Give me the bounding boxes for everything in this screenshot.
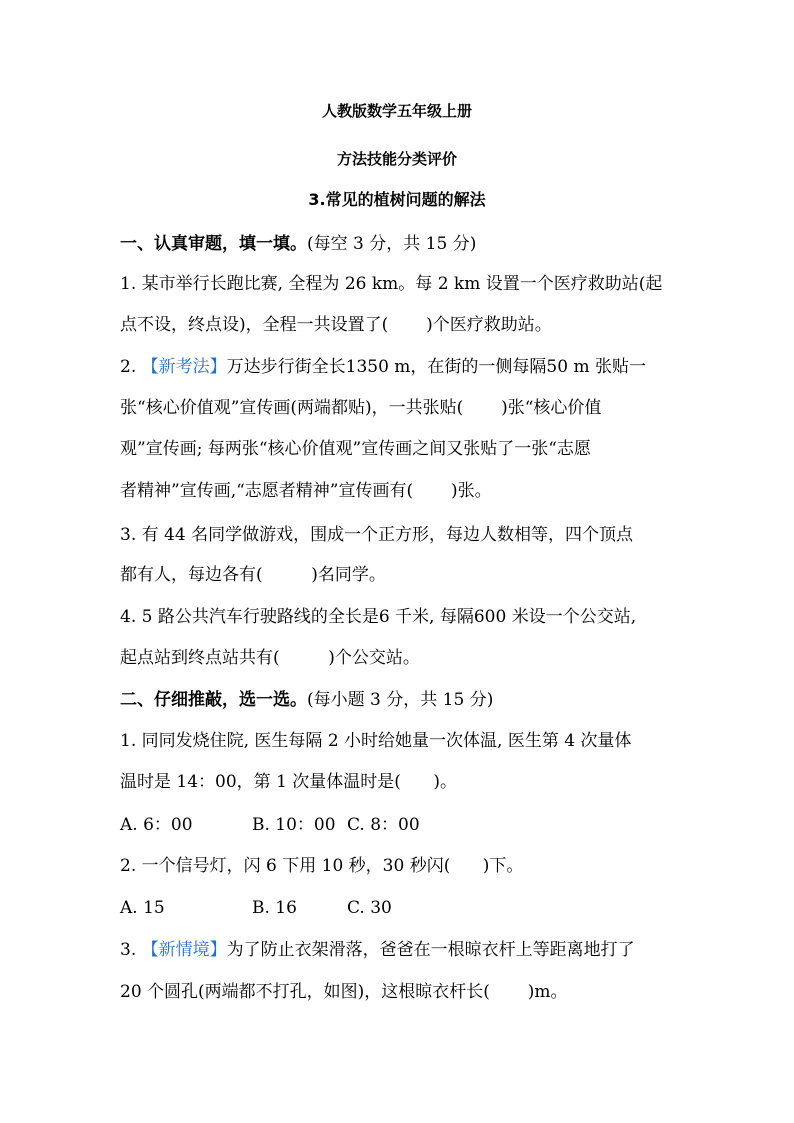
s2-q1-answer-blank[interactable]	[401, 770, 433, 794]
section1-heading-text: 一、认真审题，填一填。	[120, 234, 307, 254]
s1-q2-line1	[120, 355, 685, 379]
s1-q2-answer-blank-1[interactable]	[463, 396, 501, 420]
s2-q3-answer-blank[interactable]	[490, 980, 528, 1004]
s2-q3-line1	[120, 938, 685, 962]
section2-score-note: (每小题 3 分，共 15 分)	[307, 690, 494, 710]
s1-q2-line4	[120, 479, 685, 503]
s2-q1-line2	[120, 770, 685, 794]
s1-q2-text: 万达步行街全长1350 m，在街的一侧每隔50 m 张贴一	[226, 357, 646, 377]
document-title: 人教版数学五年级上册	[321, 102, 472, 120]
s1-q2-line4-text-a: 者精神”宣传画,“志愿者精神”宣传画有(	[120, 481, 414, 501]
s1-q3-line2	[120, 563, 685, 587]
s1-q4-line1: 4. 5 路公共汽车行驶路线的全长是6 千米, 每隔600 米设一个公交站,	[120, 607, 637, 627]
section2-heading	[120, 688, 685, 712]
s2-q2-text-b: )下。	[482, 856, 524, 876]
section-topic-title: 3.常见的植树问题的解法	[308, 190, 486, 209]
s2-q1-line1: 1. 同同发烧住院, 医生每隔 2 小时给她量一次体温, 医生第 4 次量体	[120, 731, 632, 751]
s1-q4-answer-blank[interactable]	[280, 646, 329, 670]
section1-heading	[120, 232, 685, 256]
s1-q2-number: 2.	[120, 357, 142, 377]
s1-q3-answer-blank[interactable]	[263, 563, 312, 587]
s2-q1-text-a: 温时是 14：00，第 1 次量体温时是(	[120, 772, 401, 792]
s1-q3-text-a: 都有人，每边各有(	[120, 565, 263, 585]
document-subtitle: 方法技能分类评价	[336, 150, 457, 168]
s2-q2-option-b[interactable]: B. 16	[252, 898, 297, 918]
s2-q2-option-c[interactable]: C. 30	[347, 898, 392, 918]
s2-q1-option-b[interactable]: B. 10：00	[252, 815, 336, 835]
s1-q2-answer-blank-2[interactable]	[413, 479, 451, 503]
section2-heading-text: 二、仔细推敲，选一选。	[120, 690, 307, 710]
s2-q3-tag: 【新情境】	[141, 940, 227, 960]
s2-q3-text-b: )m。	[527, 982, 568, 1002]
s2-q1-option-a[interactable]: A. 6：00	[120, 815, 193, 835]
s2-q3-text-a: 20 个圆孔(两端都不打孔，如图)，这根晾衣杆长(	[120, 982, 490, 1002]
s1-q3-text-b: )名同学。	[311, 565, 386, 585]
s2-q1-text-b: )。	[433, 772, 458, 792]
s2-q2-answer-blank[interactable]	[450, 854, 482, 878]
s1-q4-line2	[120, 646, 685, 670]
s2-q3-line2	[120, 980, 685, 1004]
section1-score-note: (每空 3 分，共 15 分)	[307, 234, 477, 254]
s2-q1-option-c[interactable]: C. 8：00	[347, 815, 420, 835]
s1-q2-line2-text-a: 张“核心价值观”宣传画(两端都贴)，一共张贴(	[120, 398, 464, 418]
s2-q2-options	[120, 896, 685, 920]
s1-q2-line3: 观”宣传画; 每两张“核心价值观”宣传画之间又张贴了一张“志愿	[120, 439, 591, 459]
s1-q1-answer-blank[interactable]	[388, 313, 426, 337]
s2-q2-text-a: 2. 一个信号灯，闪 6 下用 10 秒，30 秒闪(	[120, 856, 451, 876]
s1-q2-line2	[120, 396, 685, 420]
s1-q2-line4-text-b: )张。	[450, 481, 492, 501]
s1-q2-tag: 【新考法】	[141, 357, 227, 377]
s1-q4-text-b: )个公交站。	[328, 648, 420, 668]
s2-q2-option-a[interactable]: A. 15	[120, 898, 165, 918]
s1-q1-text-b: )个医疗救助站。	[426, 315, 552, 335]
s1-q2-line2-text-b: )张“核心价值	[501, 398, 602, 418]
s1-q1-line2	[120, 313, 685, 337]
s2-q1-options	[120, 813, 685, 837]
s1-q4-text-a: 起点站到终点站共有(	[120, 648, 280, 668]
s1-q1-line1: 1. 某市举行长跑比赛, 全程为 26 km。每 2 km 设置一个医疗救助站(起	[120, 274, 663, 294]
s2-q3-number: 3.	[120, 940, 142, 960]
s2-q3-text: 为了防止衣架滑落，爸爸在一根晾衣杆上等距离地打了	[226, 940, 635, 960]
s1-q3-line1: 3. 有 44 名同学做游戏，围成一个正方形，每边人数相等，四个顶点	[120, 525, 634, 545]
s2-q2-line1	[120, 854, 685, 878]
s1-q1-text-a: 点不设，终点设)，全程一共设置了(	[120, 315, 389, 335]
